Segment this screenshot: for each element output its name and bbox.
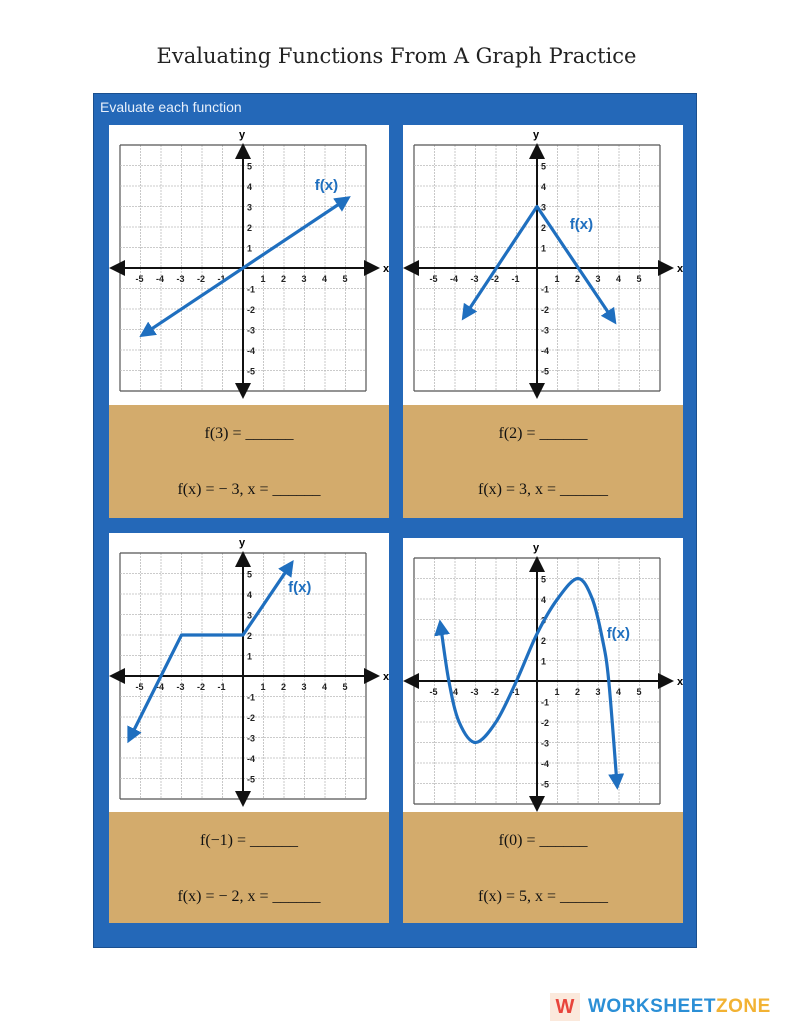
x-tick-label: -4 [450,687,459,697]
y-tick-label: 5 [247,569,253,580]
y-tick-label: 4 [541,182,547,192]
x-axis-label: x [677,676,683,688]
question-1a: f(3) = ______ [204,425,294,442]
x-tick-label: 2 [575,687,581,697]
y-tick-label: -5 [247,774,256,785]
question-area-1 [109,405,389,518]
x-tick-label: -1 [511,274,520,284]
x-tick-label: 3 [301,682,307,692]
y-tick-label: 2 [541,223,547,233]
y-axis-label: y [239,129,246,141]
x-tick-label: -4 [450,274,459,284]
y-tick-label: -2 [541,718,550,728]
y-tick-label: 3 [541,615,547,626]
y-tick-label: -4 [247,346,256,356]
graph-1 [109,125,389,405]
x-tick-label: 5 [636,687,642,697]
y-tick-label: 4 [541,595,547,605]
page-title: Evaluating Functions From A Graph Practice [156,44,637,68]
function-label: f(x) [288,578,312,596]
question-1b: f(x) = − 3, x = ______ [177,481,321,498]
y-tick-label: -4 [541,346,550,356]
x-tick-label: -2 [491,274,500,284]
x-tick-label: 4 [322,274,328,284]
instruction-text: Evaluate each function [100,99,242,115]
x-tick-label: -3 [470,687,479,697]
y-tick-label: -1 [247,284,256,295]
y-tick-label: -1 [541,284,550,295]
y-tick-label: 5 [247,161,253,172]
function-label: f(x) [314,177,339,195]
y-axis-label: y [533,542,540,554]
y-tick-label: -4 [541,759,550,769]
x-axis-label: x [383,263,389,275]
x-tick-label: 5 [342,274,348,284]
logo-mark-icon: W [550,993,580,1021]
y-tick-label: 2 [247,223,253,233]
question-4a: f(0) = ______ [498,832,588,849]
x-tick-label: 2 [281,682,287,692]
x-tick-label: -5 [429,687,438,697]
x-tick-label: 4 [322,682,328,692]
x-tick-label: 1 [554,687,560,697]
x-tick-label: 1 [260,682,266,692]
graph-3 [109,533,389,813]
x-tick-label: -2 [491,687,500,697]
y-tick-label: 3 [247,202,253,213]
y-tick-label: 4 [247,182,253,192]
y-tick-label: -5 [541,779,550,790]
x-axis-label: x [677,263,683,275]
x-tick-label: 4 [616,274,622,284]
x-tick-label: 5 [636,274,642,284]
x-tick-label: 4 [616,687,622,697]
y-tick-label: -3 [247,325,256,336]
y-tick-label: -1 [541,697,550,708]
graph-card-1 [109,125,389,518]
function-curve [145,200,346,334]
question-2b: f(x) = 3, x = ______ [477,481,609,498]
logo-word-2: ZONE [716,996,771,1017]
question-3b: f(x) = − 2, x = ______ [177,888,321,905]
logo-word-1: WORKSHEET [588,996,716,1017]
x-tick-label: -3 [176,274,185,284]
x-tick-label: -4 [156,682,165,692]
y-tick-label: 1 [541,656,547,667]
question-area-4 [403,812,683,923]
y-tick-label: -2 [247,305,256,315]
graph-4 [403,538,683,818]
x-tick-label: -1 [511,687,520,697]
graph-2 [403,125,683,405]
question-area-2 [403,405,683,518]
y-tick-label: 1 [541,243,547,254]
question-2a: f(2) = ______ [498,425,588,442]
y-tick-label: -1 [247,692,256,703]
y-tick-label: 3 [541,202,547,213]
x-tick-label: 2 [575,274,581,284]
y-tick-label: -3 [247,733,256,744]
y-axis-label: y [239,537,246,549]
graph-card-4 [403,538,683,923]
x-tick-label: -2 [197,274,206,284]
question-3a: f(−1) = ______ [199,832,299,849]
x-tick-label: -4 [156,274,165,284]
y-tick-label: 3 [247,610,253,621]
question-4b: f(x) = 5, x = ______ [477,888,609,905]
y-tick-label: 2 [247,631,253,641]
y-tick-label: -3 [541,325,550,336]
y-tick-label: -5 [247,366,256,377]
y-tick-label: -4 [247,754,256,764]
y-tick-label: -3 [541,738,550,749]
x-tick-label: 3 [595,687,601,697]
x-tick-label: -3 [470,274,479,284]
y-tick-label: -2 [541,305,550,315]
y-tick-label: 1 [247,651,253,662]
x-axis-label: x [383,671,389,683]
y-tick-label: -2 [247,713,256,723]
function-label: f(x) [569,216,594,234]
y-tick-label: 1 [247,243,253,254]
x-tick-label: -2 [197,682,206,692]
x-tick-label: 1 [260,274,266,284]
x-tick-label: 1 [554,274,560,284]
x-tick-label: 5 [342,682,348,692]
y-tick-label: 4 [247,590,253,600]
x-tick-label: -1 [217,274,226,284]
function-curve [130,565,290,737]
y-tick-label: 2 [541,636,547,646]
x-tick-label: -3 [176,682,185,692]
x-tick-label: 3 [595,274,601,284]
x-tick-label: -1 [217,682,226,692]
x-tick-label: -5 [429,274,438,284]
y-tick-label: 5 [541,574,547,585]
function-label: f(x) [606,624,631,642]
graph-card-3 [109,533,389,923]
y-tick-label: 5 [541,161,547,172]
question-area-3 [109,812,389,923]
y-tick-label: -5 [541,366,550,377]
worksheetzone-logo [550,993,771,1021]
y-axis-label: y [533,129,540,141]
x-tick-label: 3 [301,274,307,284]
x-tick-label: -5 [135,682,144,692]
x-tick-label: -5 [135,274,144,284]
x-tick-label: 2 [281,274,287,284]
graph-card-2 [403,125,683,518]
